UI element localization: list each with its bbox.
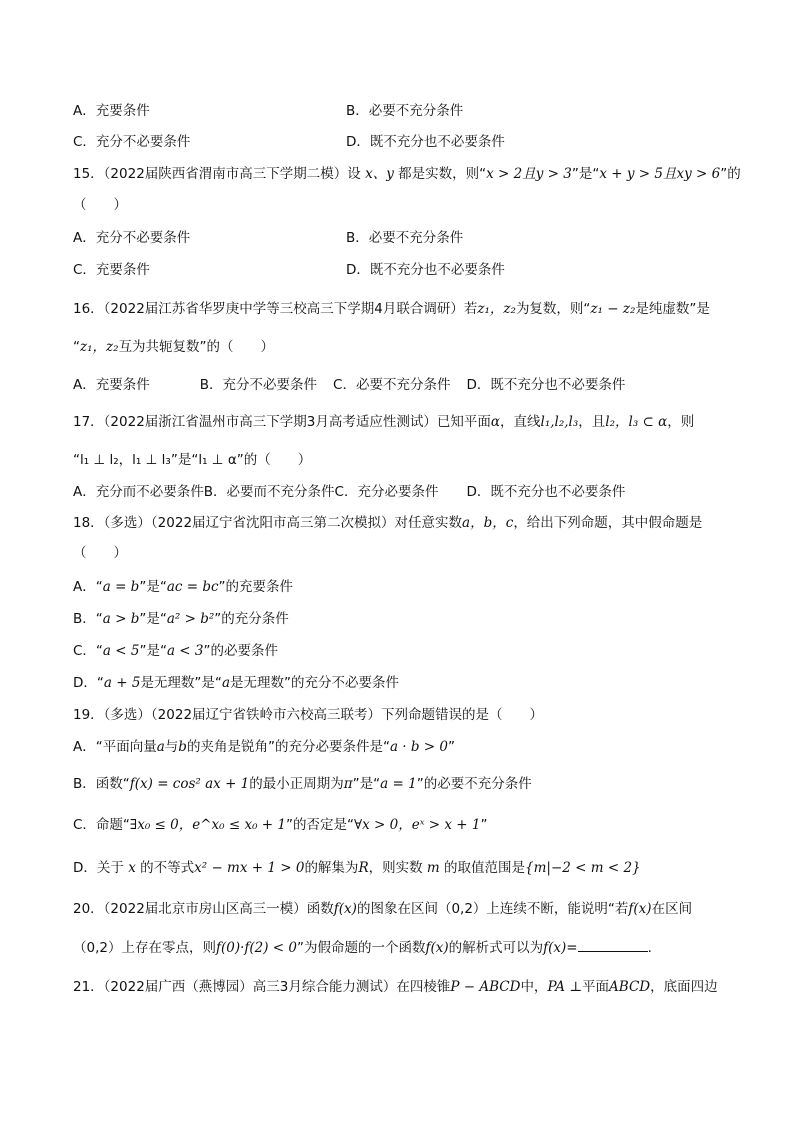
q19-option-a: A．“平面向量a与b的夹角是锐角”的充分必要条件是“a · b > 0” (73, 739, 456, 755)
q18-option-d: D．“a + 5是无理数”是“a是无理数”的充分不必要条件 (73, 675, 399, 691)
q15-option-d: D．既不充分也不必要条件 (346, 262, 505, 278)
q14-option-c: C．充分不必要条件 (73, 134, 191, 150)
q14-option-a: A．充要条件 (73, 103, 150, 119)
q17-stem: 17．（2022届浙江省温州市高三下学期3月高考适应性测试）已知平面α，直线l₁,l₂,l₃，且l₂，l₃ ⊂ α，则 (73, 414, 695, 430)
q19-stem: 19．（多选）（2022届辽宁省铁岭市六校高三联考）下列命题错误的是（ ） (73, 707, 544, 723)
q14-option-d: D．既不充分也不必要条件 (346, 134, 505, 150)
q15-paren: （ ） (73, 197, 127, 213)
q19-option-b: B．函数“f(x) = cos² ax + 1的最小正周期为π”是“a = 1”的必要不充分条件 (73, 776, 532, 792)
q16-options: A．充要条件 B．充分不必要条件 C．必要不充分条件 D．既不充分也不必要条件 (73, 377, 626, 393)
q19-option-c: C．命题“∃x₀ ≤ 0，e^x₀ ≤ x₀ + 1”的否定是“∀x > 0，eˣ > x + 1” (73, 817, 488, 833)
q18-option-a: A．“a = b”是“ac = bc”的充要条件 (73, 579, 294, 595)
q15-option-c: C．充要条件 (73, 262, 150, 278)
q16-stem-line2: “z₁，z₂互为共轭复数”的（ ） (73, 339, 275, 355)
q18-option-b: B．“a > b”是“a² > b²”的充分条件 (73, 611, 289, 627)
q19-option-d: D．关于 x 的不等式x² − mx + 1 > 0的解集为R，则实数 m 的取值范围是{m|−2 < m < 2} (73, 860, 641, 876)
q20-stem: 20．（2022届北京市房山区高三一模）函数f(x)的图象在区间（0,2）上连续不断，能说明“若f(x)在区间 (73, 901, 693, 917)
q18-stem: 18．（多选）（2022届辽宁省沈阳市高三第二次模拟）对任意实数a，b，c，给出下列命题，其中假命题是 (73, 515, 703, 531)
q18-paren: （ ） (73, 545, 127, 561)
q21-stem: 21．（2022届广西（燕博园）高三3月综合能力测试）在四棱锥P − ABCD中，PA ⊥平面ABCD，底面四边 (73, 979, 718, 995)
q20-stem-line2: （0,2）上存在零点，则f(0)·f(2) < 0”为假命题的一个函数f(x)的解析式可以为f(x)= . (73, 940, 652, 956)
q15-option-b: B．必要不充分条件 (346, 230, 464, 246)
q17-stem-line2: “l₁ ⊥ l₂，l₁ ⊥ l₃”是“l₁ ⊥ α”的（ ） (73, 452, 312, 468)
q15-stem: 15．（2022届陕西省渭南市高三下学期二模）设 x、y 都是实数，则“x > 2且y > 3”是“x + y > 5且xy > 6”的 (73, 166, 741, 182)
q16-stem: 16．（2022届江苏省华罗庚中学等三校高三下学期4月联合调研）若z₁，z₂为复数，则“z₁ − z₂是纯虚数”是 (73, 301, 710, 317)
q14-option-b: B．必要不充分条件 (346, 103, 464, 119)
q15-option-a: A．充分不必要条件 (73, 230, 191, 246)
answer-blank (578, 939, 648, 952)
q17-options: A．充分而不必要条件B．必要而不充分条件C．充分必要条件 D．既不充分也不必要条件 (73, 484, 626, 500)
q18-option-c: C．“a < 5”是“a < 3”的必要条件 (73, 643, 279, 659)
